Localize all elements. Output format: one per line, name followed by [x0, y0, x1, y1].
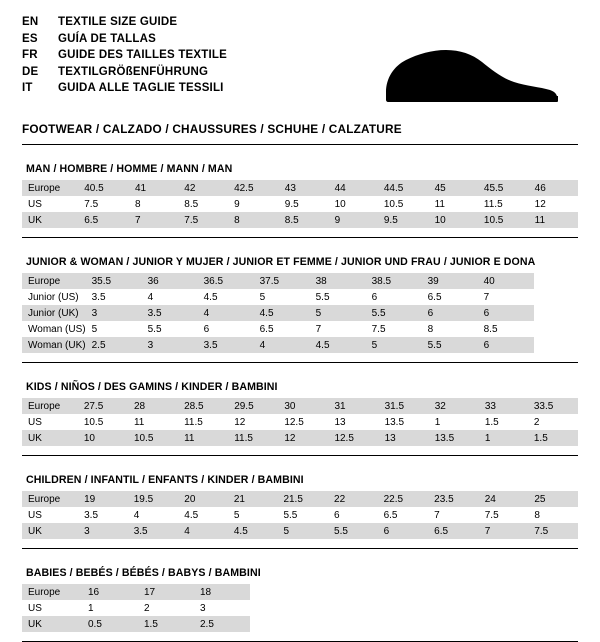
size-cell: 3: [86, 305, 142, 321]
size-cell: 12: [529, 196, 578, 212]
size-cell: 10: [429, 212, 478, 228]
size-cell: 36.5: [198, 273, 254, 289]
size-cell: 13: [328, 414, 378, 430]
size-cell: 5: [228, 507, 278, 523]
size-group: [22, 567, 578, 642]
size-cell: 22: [328, 491, 378, 507]
size-cell: 1.5: [528, 430, 578, 446]
table-row: [22, 430, 578, 446]
language-row: [22, 16, 352, 33]
language-code: ES: [22, 32, 38, 45]
size-cell: 11: [178, 430, 228, 446]
size-cell: 36: [142, 273, 198, 289]
size-cell: 45.5: [478, 180, 529, 196]
size-cell: 11: [529, 212, 578, 228]
size-cell: 5: [86, 321, 142, 337]
size-cell: 11: [429, 196, 478, 212]
size-cell: 6: [328, 507, 378, 523]
size-cell: 5.5: [310, 289, 366, 305]
size-cell: 9.5: [279, 196, 329, 212]
size-cell: 5.5: [277, 507, 328, 523]
size-cell: 3.5: [86, 289, 142, 305]
size-table: [22, 180, 578, 228]
size-cell: 12.5: [278, 414, 328, 430]
size-cell: 19: [78, 491, 128, 507]
size-cell: 13.5: [429, 430, 479, 446]
row-label: UK: [22, 212, 78, 228]
row-label: Europe: [22, 491, 78, 507]
size-group: [22, 474, 578, 549]
size-group-title: BABIES / BEBÉS / BÉBÉS / BABYS / BAMBINI: [26, 567, 261, 579]
row-label: Junior (US): [22, 289, 86, 305]
size-group: [22, 163, 578, 238]
size-cell: 10: [78, 430, 128, 446]
size-cell: 7: [129, 212, 178, 228]
size-cell: 2: [528, 414, 578, 430]
size-table: [22, 273, 534, 353]
size-cell: 7: [428, 507, 479, 523]
size-cell: 46: [529, 180, 578, 196]
size-cell: 39: [422, 273, 478, 289]
language-title: GUÍA DE TALLAS: [58, 32, 156, 45]
size-cell: 7: [479, 523, 529, 539]
size-cell: 11.5: [178, 414, 228, 430]
size-group-title: KIDS / NIÑOS / DES GAMINS / KINDER / BAMBINI: [26, 381, 278, 393]
footwear-section-title: FOOTWEAR / CALZADO / CHAUSSURES / SCHUHE / CALZATURE: [22, 122, 402, 136]
size-tables-container: [22, 163, 578, 642]
size-cell: 2.5: [86, 337, 142, 353]
table-row: [22, 321, 534, 337]
size-cell: 3: [78, 523, 128, 539]
size-cell: 42: [178, 180, 228, 196]
row-label: Europe: [22, 584, 82, 600]
size-cell: 10: [329, 196, 378, 212]
size-cell: 31: [328, 398, 378, 414]
size-group-title: JUNIOR & WOMAN / JUNIOR Y MUJER / JUNIOR ET FEMME / JUNIOR UND FRAU / JUNIOR E DONA: [26, 256, 536, 268]
table-row: [22, 523, 578, 539]
size-cell: 43: [279, 180, 329, 196]
language-code: EN: [22, 16, 39, 28]
size-cell: 6: [478, 337, 534, 353]
size-cell: 8.5: [478, 321, 534, 337]
size-cell: 1: [429, 414, 479, 430]
table-row: [22, 398, 578, 414]
size-cell: 7: [310, 321, 366, 337]
row-label: US: [22, 507, 78, 523]
size-cell: 7.5: [479, 507, 529, 523]
table-row: [22, 180, 578, 196]
size-cell: 5.5: [422, 337, 478, 353]
size-table: [22, 491, 578, 539]
size-cell: 5: [310, 305, 366, 321]
group-divider: [22, 362, 578, 363]
size-cell: 8.5: [178, 196, 228, 212]
size-cell: 8: [129, 196, 178, 212]
size-cell: 3.5: [78, 507, 128, 523]
size-cell: 5: [277, 523, 328, 539]
size-cell: 21.5: [277, 491, 328, 507]
size-cell: 6: [378, 523, 429, 539]
size-cell: 4: [178, 523, 228, 539]
size-cell: 4: [198, 305, 254, 321]
language-title: TEXTILE SIZE GUIDE: [58, 16, 178, 28]
size-cell: 4.5: [310, 337, 366, 353]
size-cell: 44.5: [378, 180, 429, 196]
size-cell: 42.5: [228, 180, 279, 196]
table-row: [22, 584, 250, 600]
size-cell: 11.5: [478, 196, 529, 212]
size-cell: 10.5: [478, 212, 529, 228]
size-cell: 37.5: [254, 273, 310, 289]
size-cell: 9: [228, 196, 279, 212]
size-cell: 13: [379, 430, 429, 446]
row-label: Europe: [22, 273, 86, 289]
row-label: Europe: [22, 180, 78, 196]
size-cell: 6.5: [254, 321, 310, 337]
size-cell: 35.5: [86, 273, 142, 289]
size-cell: 4.5: [178, 507, 228, 523]
size-cell: 11: [128, 414, 178, 430]
row-label: Europe: [22, 398, 78, 414]
size-table: [22, 398, 578, 446]
size-cell: 21: [228, 491, 278, 507]
row-label: US: [22, 414, 78, 430]
size-cell: 7.5: [366, 321, 422, 337]
size-cell: 6.5: [422, 289, 478, 305]
size-cell: 4: [142, 289, 198, 305]
size-cell: 12.5: [328, 430, 378, 446]
table-row: [22, 273, 534, 289]
size-cell: 12: [228, 414, 278, 430]
row-label: US: [22, 196, 78, 212]
size-cell: 22.5: [378, 491, 429, 507]
size-cell: 10.5: [378, 196, 429, 212]
size-cell: 31.5: [379, 398, 429, 414]
size-cell: 6: [422, 305, 478, 321]
row-label: UK: [22, 523, 78, 539]
size-cell: 5.5: [366, 305, 422, 321]
size-cell: 40: [478, 273, 534, 289]
size-cell: 5.5: [142, 321, 198, 337]
table-row: [22, 491, 578, 507]
size-cell: 8: [422, 321, 478, 337]
language-title-list: [22, 16, 352, 99]
row-label: Junior (UK): [22, 305, 86, 321]
size-group: [22, 256, 578, 363]
size-cell: 16: [82, 584, 138, 600]
size-cell: 9: [329, 212, 378, 228]
size-cell: 6.5: [428, 523, 479, 539]
row-label: Woman (UK): [22, 337, 86, 353]
table-row: [22, 507, 578, 523]
size-cell: 10.5: [128, 430, 178, 446]
size-cell: 41: [129, 180, 178, 196]
table-row: [22, 196, 578, 212]
size-cell: 1.5: [479, 414, 528, 430]
size-cell: 6: [198, 321, 254, 337]
language-title: GUIDA ALLE TAGLIE TESSILI: [58, 82, 224, 94]
size-cell: 20: [178, 491, 228, 507]
size-cell: 28: [128, 398, 178, 414]
size-cell: 4: [254, 337, 310, 353]
size-cell: 19.5: [128, 491, 179, 507]
size-cell: 6: [478, 305, 534, 321]
size-cell: 1: [82, 600, 138, 616]
size-group: [22, 381, 578, 456]
language-row: [22, 49, 352, 66]
size-cell: 28.5: [178, 398, 228, 414]
size-cell: 45: [429, 180, 478, 196]
size-table: [22, 584, 250, 632]
size-cell: 33.5: [528, 398, 578, 414]
size-cell: 23.5: [428, 491, 479, 507]
table-row: [22, 212, 578, 228]
size-cell: 3.5: [142, 305, 198, 321]
language-code: IT: [22, 82, 33, 94]
size-cell: 13.5: [379, 414, 429, 430]
row-label: Woman (US): [22, 321, 86, 337]
size-cell: 7: [478, 289, 534, 305]
size-cell: 38.5: [366, 273, 422, 289]
table-row: [22, 600, 250, 616]
size-cell: 5: [254, 289, 310, 305]
size-cell: 33: [479, 398, 528, 414]
language-title: GUIDE DES TAILLES TEXTILE: [58, 49, 227, 61]
language-code: DE: [22, 65, 39, 78]
table-row: [22, 337, 534, 353]
table-row: [22, 289, 534, 305]
size-cell: 11.5: [228, 430, 278, 446]
language-row: [22, 33, 352, 50]
size-cell: 24: [479, 491, 529, 507]
size-cell: 5.5: [328, 523, 378, 539]
size-cell: 18: [194, 584, 250, 600]
size-cell: 4: [128, 507, 179, 523]
size-cell: 27.5: [78, 398, 128, 414]
size-cell: 38: [310, 273, 366, 289]
language-title: TEXTILGRÖßENFÜHRUNG: [58, 65, 209, 78]
group-divider: [22, 548, 578, 549]
size-cell: 12: [278, 430, 328, 446]
size-cell: 6: [366, 289, 422, 305]
size-cell: 7.5: [178, 212, 228, 228]
table-row: [22, 414, 578, 430]
size-cell: 30: [278, 398, 328, 414]
size-cell: 32: [429, 398, 479, 414]
size-cell: 3.5: [198, 337, 254, 353]
document-header: [22, 16, 578, 108]
language-row: [22, 66, 352, 83]
size-cell: 4.5: [228, 523, 278, 539]
size-cell: 6.5: [78, 212, 129, 228]
size-cell: 4.5: [254, 305, 310, 321]
size-cell: 8: [228, 212, 279, 228]
size-cell: 10.5: [78, 414, 128, 430]
table-row: [22, 616, 250, 632]
language-code: FR: [22, 49, 38, 61]
size-cell: 1.5: [138, 616, 194, 632]
size-cell: 7.5: [528, 523, 578, 539]
size-cell: 3: [194, 600, 250, 616]
size-group-title: CHILDREN / INFANTIL / ENFANTS / KINDER / BAMBINI: [26, 474, 304, 486]
size-cell: 9.5: [378, 212, 429, 228]
group-divider: [22, 237, 578, 238]
size-cell: 17: [138, 584, 194, 600]
size-cell: 8.5: [279, 212, 329, 228]
size-group-title: MAN / HOMBRE / HOMME / MANN / MAN: [26, 163, 233, 175]
row-label: UK: [22, 616, 82, 632]
size-cell: 0.5: [82, 616, 138, 632]
size-cell: 8: [528, 507, 578, 523]
size-cell: 6.5: [378, 507, 429, 523]
size-cell: 3.5: [128, 523, 179, 539]
dress-shoe-icon: [380, 40, 560, 106]
row-label: US: [22, 600, 82, 616]
size-cell: 25: [528, 491, 578, 507]
header-divider: [22, 144, 578, 145]
size-cell: 2: [138, 600, 194, 616]
size-cell: 44: [329, 180, 378, 196]
size-cell: 5: [366, 337, 422, 353]
row-label: UK: [22, 430, 78, 446]
size-cell: 40.5: [78, 180, 129, 196]
size-cell: 7.5: [78, 196, 129, 212]
size-cell: 3: [142, 337, 198, 353]
group-divider: [22, 455, 578, 456]
size-cell: 1: [479, 430, 528, 446]
language-row: [22, 82, 352, 99]
table-row: [22, 305, 534, 321]
size-cell: 29.5: [228, 398, 278, 414]
size-cell: 2.5: [194, 616, 250, 632]
size-cell: 4.5: [198, 289, 254, 305]
